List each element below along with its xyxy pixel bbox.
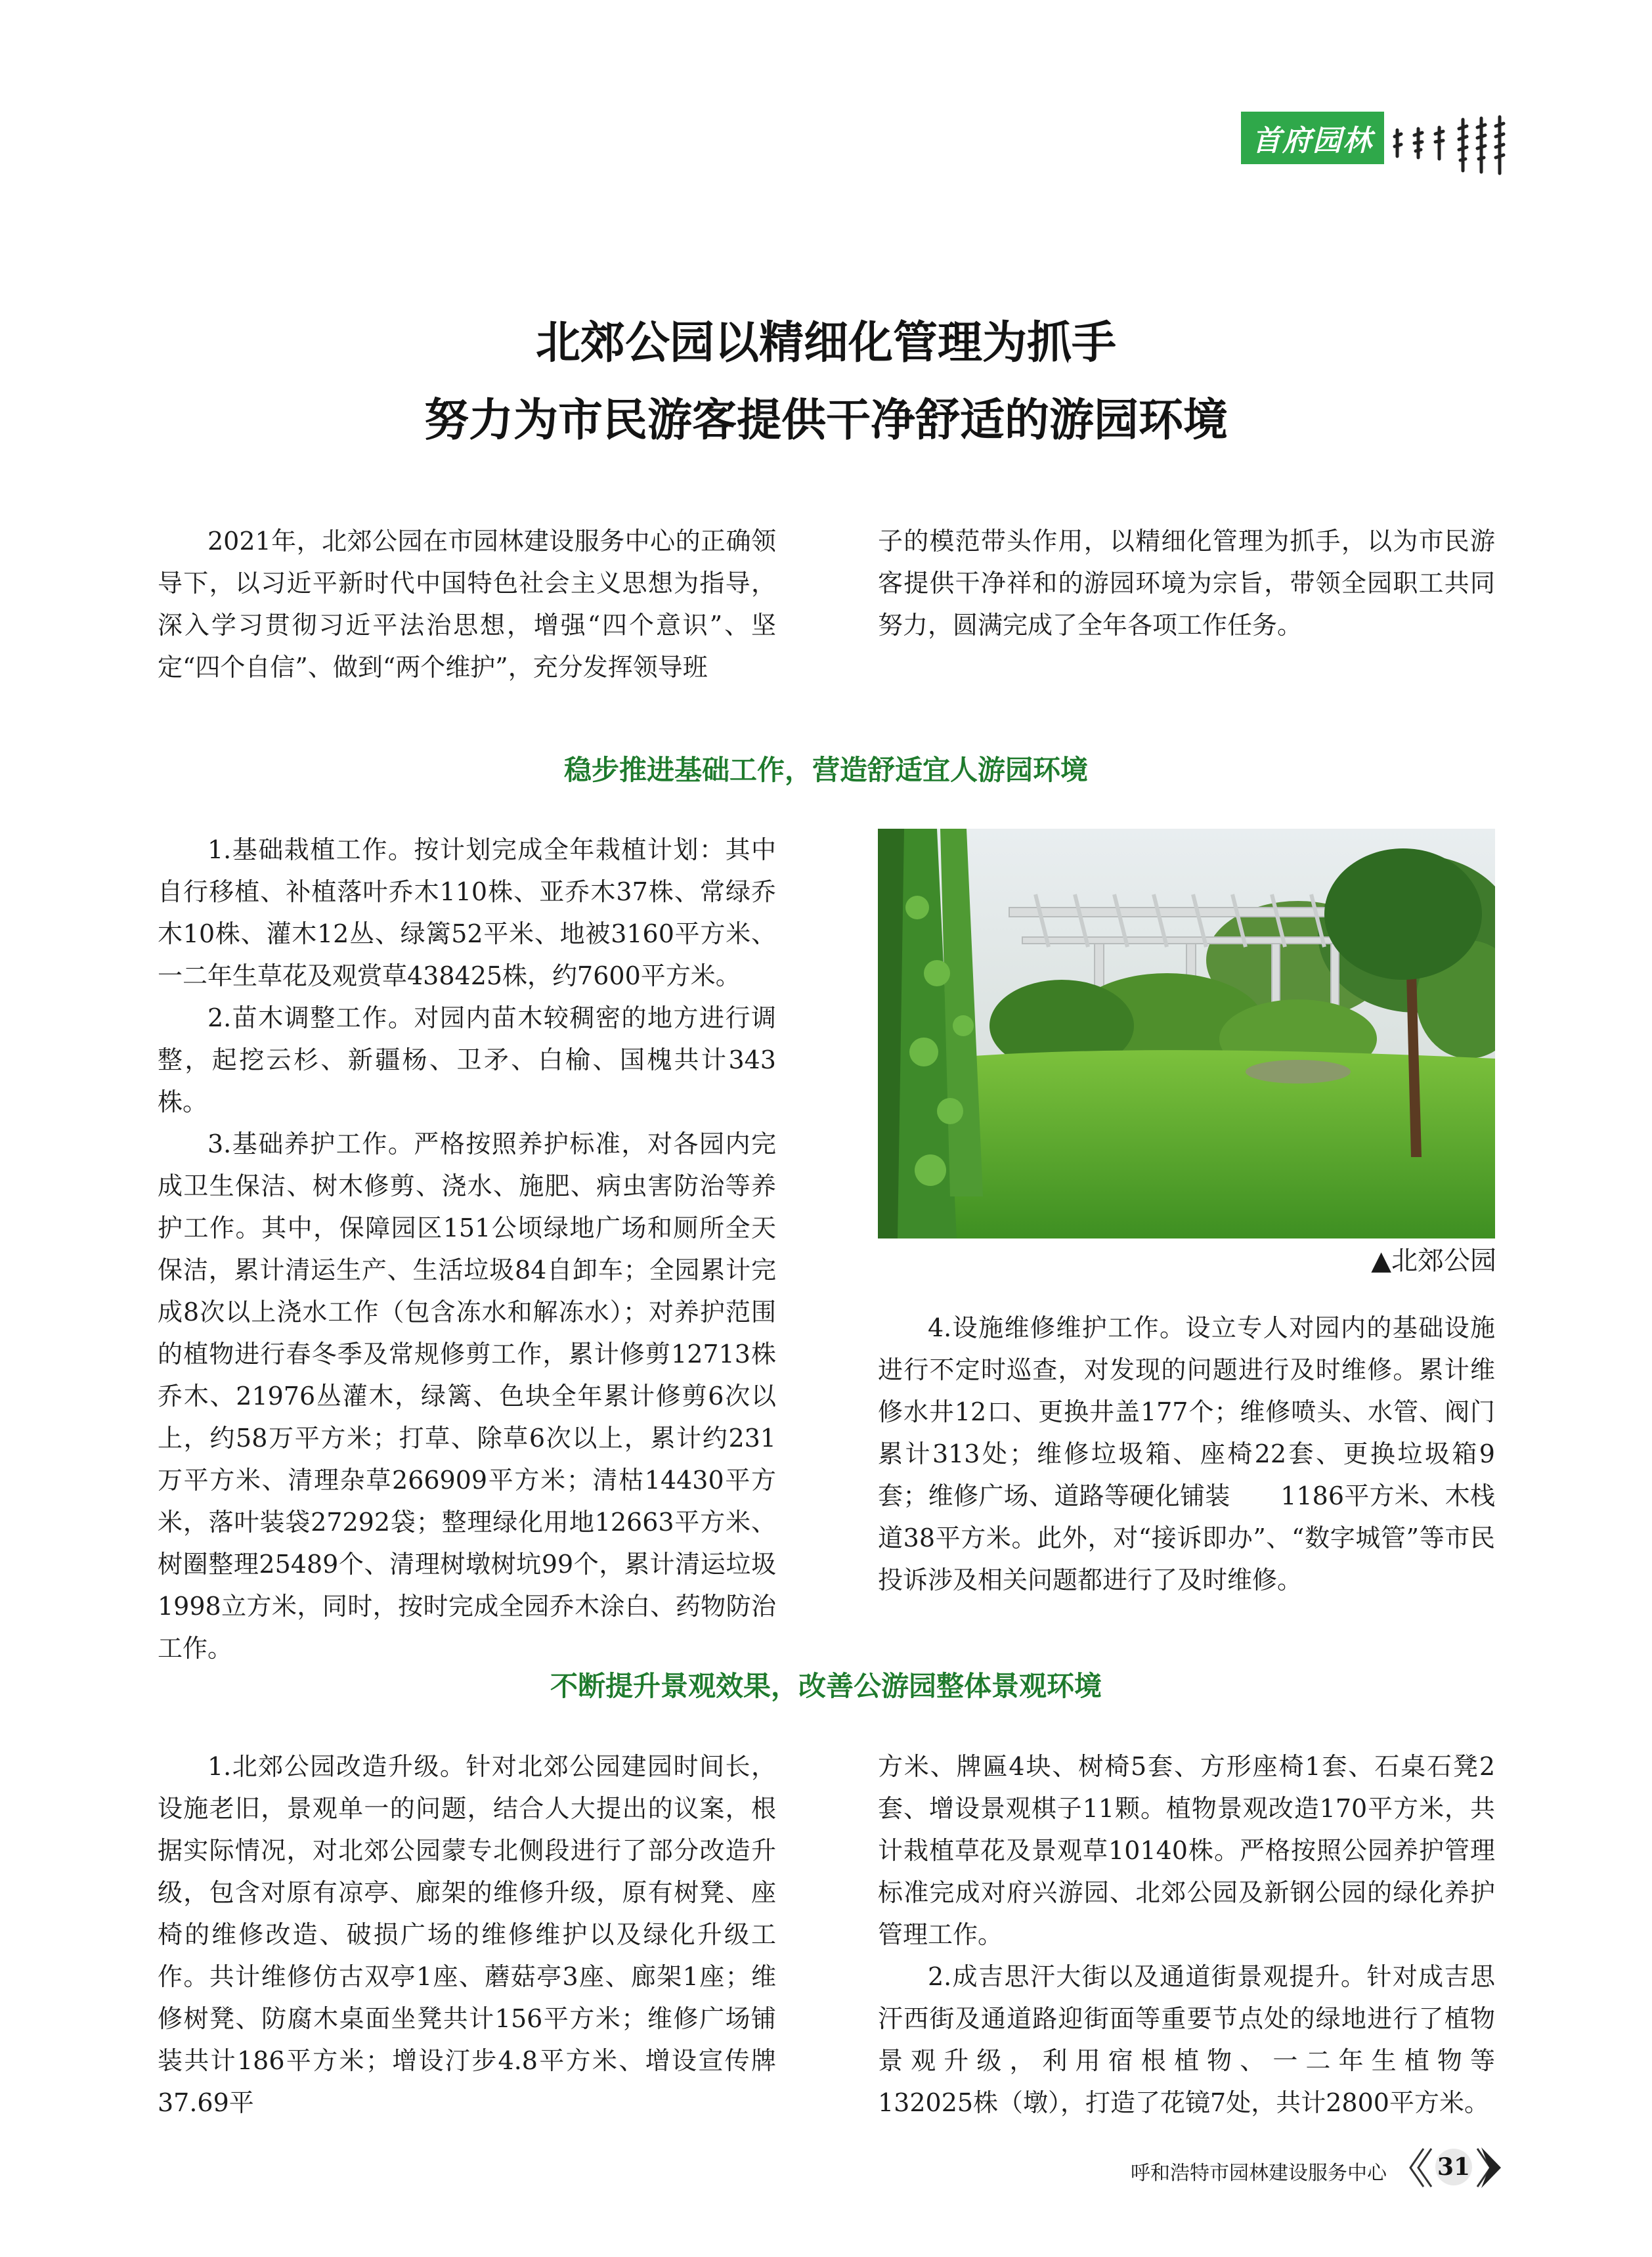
article-title-line2: 努力为市民游客提供干净舒适的游园环境 [424,395,1228,447]
photo-caption: ▲北郊公园 [1371,1246,1496,1276]
section2-left-column [158,1745,776,2124]
paragraph-facility-repair: 4.设施维修维护工作。设立专人对园内的基础设施进行不定时巡查，对发现的问题进行及时维修。累计维修水井12口、更换井盖177个；维修喷头、水管、阀门累计313处；维修垃圾箱、座椅22套、更换垃圾箱9套；维修广场、道路等硬化铺装 1186平方米、木栈道38平方米。此外，对“接诉即办”、“数字城管”等市民投诉涉及相关问题都进行了及时维修。 [878,1313,1495,1594]
section2-right-column [878,1745,1546,2124]
paragraph-nursery-adjustment: 2.苗木调整工作。对园内苗木较稠密的地方进行调整，起挖云杉、新疆杨、卫矛、白榆、国槐共计343株。 [158,1003,776,1116]
page-number: 31 [1435,2149,1472,2185]
section2-heading: 不断提升景观效果，改善公游园整体景观环境 [550,1670,1102,1702]
intro-paragraph: 2021年，北郊公园在市园林建设服务中心的正确领导下，以习近平新时代中国特色社会主义思想为指导，深入学习贯彻习近平法治思想，增强“四个意识”、坚定“四个自信”、做到“两个维护”，充分发挥领导班 [158,527,776,682]
paragraph-park-upgrade-continued: 方米、牌匾4块、树椅5套、方形座椅1套、石桌石凳2套、增设景观棋子11颗。植物景观改造170平方米，共计栽植草花及景观草10140株。严格按照公园养护管理标准完成对府兴游园、北郊公园及新钢公园的绿化养护管理工作。 [878,1752,1495,1949]
park-photo [878,829,1495,1238]
section1-right-column [878,1307,1495,1601]
intro-left-column [158,520,776,688]
park-photo-graphic [878,829,1495,1238]
section-badge: 首府园林 [1241,112,1384,164]
section1-left-column [158,829,776,1669]
mongolian-script-graphic [1391,110,1515,176]
paragraph-maintenance: 3.基础养护工作。严格按照养护标准，对各园内完成卫生保洁、树木修剪、浇水、施肥、病虫害防治等养护工作。其中，保障园区151公顷绿地广场和厕所全天保洁，累计清运生产、生活垃圾84自卸车；全园累计完成8次以上浇水工作（包含冻水和解冻水）；对养护范围的植物进行春冬季及常规修剪工作，累计修剪12713株乔木、21976丛灌木，绿篱、色块全年累计修剪6次以上，约58万平方米；打草、除草6次以上，累计约231万平方米、清理杂草266909平方米；清枯14430平方米，落叶装袋27292袋；整理绿化用地12663平方米、树圈整理25489个、清理树墩树坑99个，累计清运垃圾1998立方米，同时，按时完成全园乔木涂白、药物防治工作。 [158,1129,776,1663]
paragraph-planting: 1.基础栽植工作。按计划完成全年栽植计划：其中自行移植、补植落叶乔木110株、亚乔木37株、常绿乔木10株、灌木12丛、绿篱52平米、地被3160平方米、一二年生草花及观赏草438425株，约7600平方米。 [158,835,776,990]
footer-organization: 呼和浩特市园林建设服务中心 [1131,2162,1387,2185]
section1-heading: 稳步推进基础工作，营造舒适宜人游园环境 [563,754,1088,786]
paragraph-park-upgrade: 1.北郊公园改造升级。针对北郊公园建园时间长，设施老旧，景观单一的问题，结合人大提出的议案，根据实际情况，对北郊公园蒙专北侧段进行了部分改造升级，包含对原有凉亭、廊架的维修升级，原有树凳、座椅的维修改造、破损广场的维修维护以及绿化升级工作。共计维修仿古双亭1座、蘑菇亭3座、廊架1座；维修树凳、防腐木桌面坐凳共计156平方米；维修广场铺装共计186平方米；增设汀步4.8平方米、增设宣传牌37.69平 [158,1752,776,2117]
intro-paragraph-continued: 子的模范带头作用，以精细化管理为抓手，以为市民游客提供干净祥和的游园环境为宗旨，带领全园职工共同努力，圆满完成了全年各项工作任务。 [878,527,1495,640]
intro-right-column [878,520,1495,646]
paragraph-street-landscape: 2.成吉思汗大街以及通道街景观提升。针对成吉思汗西街及通道路迎街面等重要节点处的绿地进行了植物景观升级，利用宿根植物、一二年生植物等 132025株（墩），打造了花镜7处，共计2800平方米。 [878,1962,1546,2117]
page-number-ornament [1397,2142,1512,2193]
article-title-line1: 北郊公园以精细化管理为抓手 [535,317,1116,369]
